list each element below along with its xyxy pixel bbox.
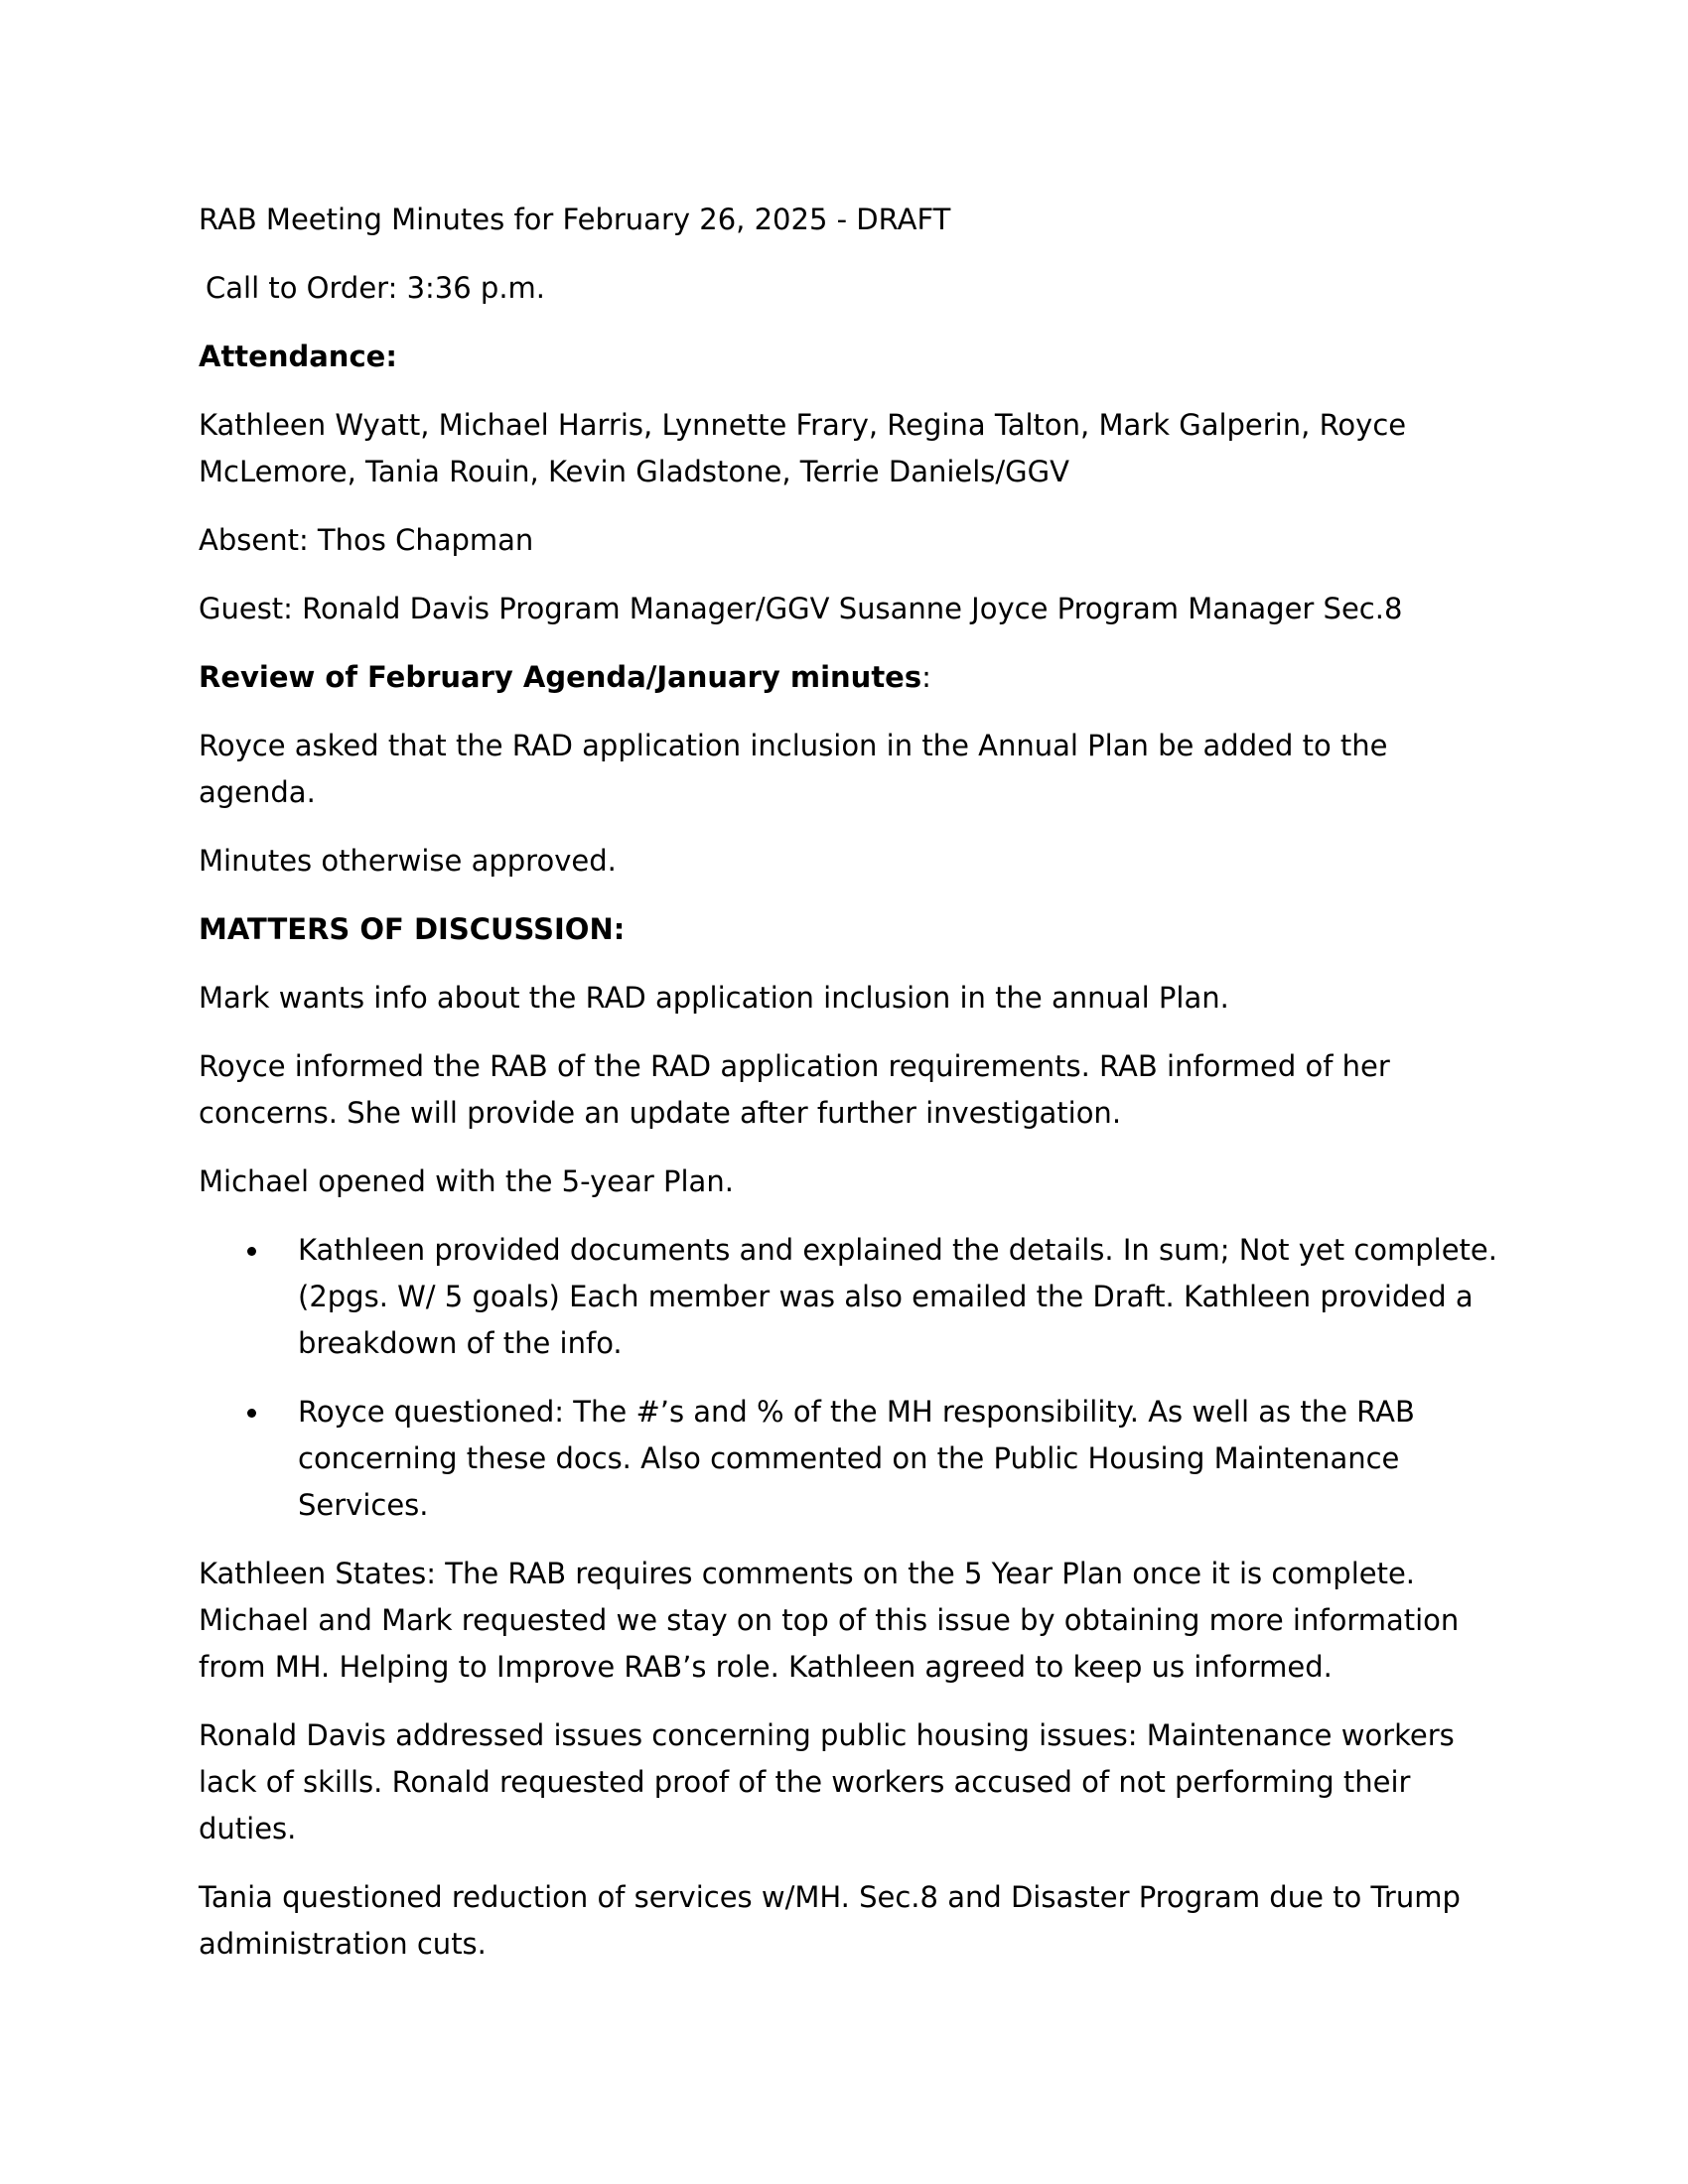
- bullet-dot-icon: [247, 1247, 256, 1256]
- review-heading-colon: :: [921, 660, 931, 694]
- document-title: RAB Meeting Minutes for February 26, 2025 - DRAFT: [199, 203, 951, 236]
- paragraph: Tania questioned reduction of services w/MH. Sec.8 and Disaster Program due to Trump administration cuts.: [199, 1880, 1461, 1961]
- absent-line: Absent: Thos Chapman: [199, 523, 534, 557]
- bullet-item: [199, 1389, 1499, 1529]
- call-to-order: Call to Order: 3:36 p.m.: [206, 271, 546, 305]
- bullet-dot-icon: [247, 1409, 256, 1418]
- matters-heading: MATTERS OF DISCUSSION:: [199, 912, 626, 946]
- review-heading: Review of February Agenda/January minutes: [199, 660, 922, 694]
- guest-line: Guest: Ronald Davis Program Manager/GGV Susanne Joyce Program Manager Sec.8: [199, 592, 1403, 625]
- minutes-approved: Minutes otherwise approved.: [199, 844, 617, 878]
- bullet-list: [199, 1227, 1499, 1529]
- paragraph: Michael opened with the 5-year Plan.: [199, 1164, 734, 1198]
- document-page: [199, 197, 1499, 1989]
- paragraph: Ronald Davis addressed issues concerning public housing issues: Maintenance workers lack of skills. Ronald requested proof of the workers accused of not performing their duties.: [199, 1718, 1455, 1845]
- bullet-text: Royce questioned: The #’s and % of the MH responsibility. As well as the RAB concerning these docs. Also commented on the Public Housing Maintenance Services.: [298, 1395, 1415, 1522]
- paragraph: Royce informed the RAB of the RAD application requirements. RAB informed of her concerns. She will provide an update after further investigation.: [199, 1049, 1390, 1130]
- bullet-item: [199, 1227, 1499, 1367]
- paragraph: Mark wants info about the RAD application inclusion in the annual Plan.: [199, 981, 1229, 1015]
- review-heading-line: [199, 654, 1499, 701]
- bullet-text: Kathleen provided documents and explained the details. In sum; Not yet complete. (2pgs. W/ 5 goals) Each member was also emailed the Draft. Kathleen provided a breakdown of the info.: [298, 1233, 1497, 1360]
- attendance-list: Kathleen Wyatt, Michael Harris, Lynnette Frary, Regina Talton, Mark Galperin, Royce McLemore, Tania Rouin, Kevin Gladstone, Terrie Daniels/GGV: [199, 408, 1407, 488]
- paragraph: Kathleen States: The RAB requires comments on the 5 Year Plan once it is complete. Michael and Mark requested we stay on top of this issue by obtaining more information from MH. Helping to Improve RAB’s role. Kathleen agreed to keep us informed.: [199, 1557, 1460, 1684]
- review-note: Royce asked that the RAD application inclusion in the Annual Plan be added to the agenda.: [199, 729, 1388, 809]
- attendance-heading: Attendance:: [199, 340, 397, 373]
